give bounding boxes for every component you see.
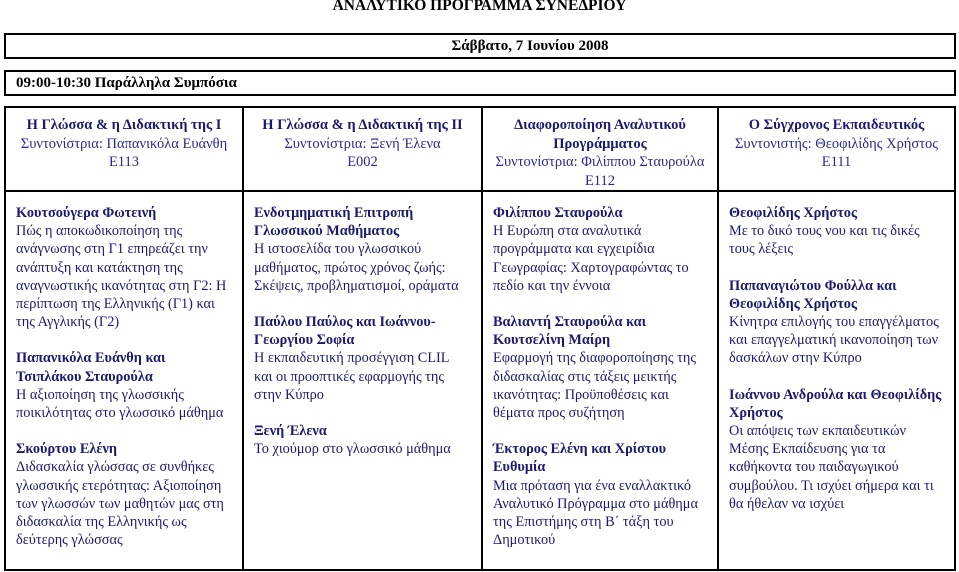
entry-author: Έκτορος Ελένη και Χρίστου Ευθυμία [493,441,667,476]
column-body [6,204,242,567]
list-item [16,440,230,549]
entry-title: Οι απόψεις των εκπαιδευτικών Μέσης Εκπαίδευσης για τα καθήκοντα του παιδαγωγικού συμβούλου. Τι ισχύει σήμερα και τι θα ήθελαν να ισχύει [729,423,934,512]
coordinator: Συντονιστής: Θεοφιλίδης Χρήστος [734,135,939,152]
coordinator: Συντονίστρια: Παπανικόλα Ευάνθη [20,135,228,152]
entry-title: Η εκπαιδευτική προσέγγιση CLIL και οι προοπτικές εφαρμογής της στην Κύπρο [254,350,450,403]
entry-author: Παπαναγιώτου Φούλλα και Θεοφιλίδης Χρήστος [729,277,897,312]
coordinator: Συντονίστρια: Φιλίππου Σταυρούλα [495,154,705,170]
date-label: Σάββατο, 7 Ιουνίου 2008 [451,38,609,54]
session-label: 09:00-10:30 Παράλληλα Συμπόσια [16,75,237,91]
column-title: Η Γλώσσα & η Διδακτική της Ι [26,117,222,133]
list-item [493,204,705,295]
list-item [16,204,230,331]
column-title: Η Γλώσσα & η Διδακτική της ΙΙ [262,117,463,133]
entry-author: Φιλίππου Σταυρούλα [493,205,623,221]
entry-author: Κουτσούγερα Φωτεινή [16,205,157,221]
column-language-2 [242,106,481,571]
entry-title: Διδασκαλία γλώσσας σε συνθήκες γλωσσικής ετερότητας: Αξιοποίηση των γλωσσών των μαθητών μας στη διδασκαλία της Ελληνικής ως δεύτερης γλώσσας [16,459,224,549]
column-title: Διαφοροποίηση Αναλυτικού Προγράμματος [514,117,686,152]
column-body [244,204,481,476]
room: Ε002 [347,154,378,170]
list-item [254,422,469,458]
column-language-1 [4,106,242,571]
entry-author: Παύλου Παύλος και Ιωάννου-Γεωργίου Σοφία [254,314,436,349]
list-item [254,313,469,404]
entry-author: Ιωάννου Ανδρούλα και Θεοφιλίδης Χρήστος [729,386,942,421]
entry-author: Βαλιαντή Σταυρούλα και Κουτσελίνη Μαίρη [493,314,647,349]
column-header [483,108,717,192]
room: Ε113 [108,154,140,170]
room: Ε112 [584,172,616,189]
column-educator [717,106,956,571]
entry-title: Η ιστοσελίδα του γλωσσικού μαθήματος, πρώτος χρόνος ζωής: Σκέψεις, προβληματισμοί, οράματα [254,241,459,294]
column-body [483,204,717,567]
entry-title: Η αξιοποίηση της γλωσσικής ποικιλότητας στο γλωσσικό μάθημα [16,386,224,422]
column-header [719,108,954,192]
list-item [729,386,942,513]
entry-author: Σκούρτου Ελένη [16,441,117,458]
entry-title: Η Ευρώπη στα αναλυτικά προγράμματα και εγχειρίδια Γεωγραφίας: Χαρτογραφώντας το πεδίο και την έννοια [493,223,689,294]
list-item [493,313,705,422]
column-title: Ο Σύγχρονος Εκπαιδευτικός [748,117,925,133]
entry-author: Ξενή Έλενα [254,423,327,440]
column-curriculum [481,106,717,571]
entry-title: Το χιούμορ στο γλωσσικό μάθημα [254,441,451,458]
entry-author: Ενδοτμηματική Επιτροπή Γλωσσικού Μαθήματος [254,205,414,240]
column-body [719,204,954,531]
entry-author: Θεοφιλίδης Χρήστος [729,205,857,221]
list-item [729,204,942,259]
entry-title: Πώς η αποκωδικοποίηση της ανάγνωσης στη Γ1 επηρεάζει την ανάπτυξη και κατάκτηση της αναγνωστικής ικανότητας στη Γ2: Η περίπτωση της Ελληνικής (Γ1) και της Αγγλικής (Γ2) [16,223,227,331]
coordinator: Συντονίστρια: Ξενή Έλενα [284,135,441,152]
entry-author: Παπανικόλα Ευάνθη και Τσιπλάκου Σταυρούλα [16,350,166,385]
date-bar [4,33,956,59]
room: Ε111 [821,154,852,170]
program-table [4,106,956,571]
entry-title: Με το δικό τους νου και τις δικές τους λέξεις [729,223,920,258]
session-bar [4,70,956,96]
page-title: ΑΝΑΛΥΤΙΚΟ ΠΡΟΓΡΑΜΜΑ ΣΥΝΕΔΡΙΟΥ [332,0,627,14]
list-item [16,349,230,422]
list-item [493,440,705,549]
list-item [729,277,942,368]
list-item [254,204,469,295]
column-header [6,108,242,192]
entry-title: Εφαρμογή της διαφοροποίησης της διδασκαλίας στις τάξεις μεικτής ικανότητας: Προϋποθέσεις και θέματα προς συζήτηση [493,350,696,422]
column-header [244,108,481,192]
entry-title: Κίνητρα επιλογής του επαγγέλματος και επαγγελματική ικανοποίηση των δασκάλων στην Κύπρο [729,314,939,367]
entry-title: Μια πρόταση για ένα εναλλακτικό Αναλυτικό Πρόγραμμα στο μάθημα της Επιστήμης στη Β΄ τάξη του Δημοτικού [493,477,698,549]
